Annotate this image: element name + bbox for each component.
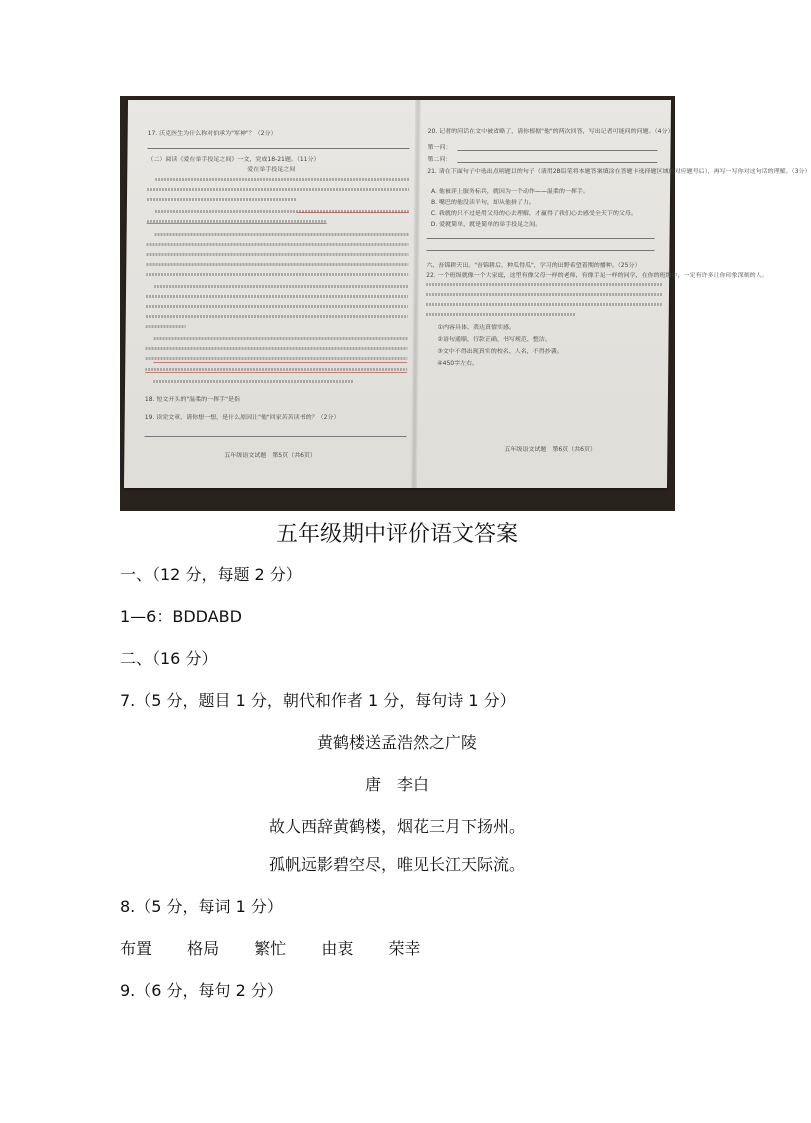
right-req-2: ②语句通顺，行款正确，书写规范，整洁。 [437, 336, 551, 343]
left-q18: 18. 短文开头的"温柔的一挥手"是指 [144, 396, 240, 403]
section-1-heading: 一、（12 分，每题 2 分） [120, 565, 302, 584]
left-section-heading: （二）阅读《爱在举手投足之间》一文，完成18-21题。（11分） [147, 156, 320, 163]
left-footer: 五年级语文试题 第5页（共6页） [224, 452, 316, 459]
left-q19: 19. 读完文章，请你想一想，是什么原因让"他"回家苦苦读书的？（2分） [144, 414, 340, 421]
section-2-heading: 二、（16 分） [120, 649, 218, 668]
poem-author: 唐 李白 [364, 775, 429, 794]
word-4: 由衷 [321, 939, 354, 958]
right-req-1: ①内容具体，表达真情实感。 [437, 324, 516, 331]
right-q21-a: A. 他被评上服务标兵，就因为一个动作——温柔的一挥手。 [431, 188, 589, 195]
question-7-heading: 7.（5 分，题目 1 分，朝代和作者 1 分，每句诗 1 分） [120, 691, 516, 710]
word-2: 格局 [187, 939, 220, 958]
right-q22: 22. 一个班级就像一个大家庭，这里有像父母一样的老师，有像手足一样的同学，在你的班级中，一定有许多让你印象深刻的人。 [426, 272, 768, 279]
question-9-heading: 9.（6 分，每句 2 分） [120, 981, 283, 1000]
question-8-words [120, 937, 450, 961]
word-5: 荣幸 [388, 939, 421, 958]
question-8-heading: 8.（5 分，每词 1 分） [120, 897, 283, 916]
right-q20-first: 第一问： [427, 144, 452, 151]
right-footer: 五年级语文试题 第6页（共6页） [504, 446, 597, 453]
right-q21-d: D. 爱就简单，就是简单的举手投足之间。 [430, 221, 542, 228]
right-req-4: ④450字左右。 [437, 360, 479, 367]
right-q21-c: C. 我就的只不过是用父母的心去理解，才赢得了我们心去感受全天下的父母。 [430, 210, 637, 217]
right-q20: 20. 记者的问话在文中被省略了，请你根据"他"的两次回答，写出记者可能问的问题。（4分） [427, 128, 674, 135]
poem-line-2: 孤帆远影碧空尽，唯见长江天际流。 [268, 855, 525, 874]
right-q21-b: B. 嘴巴的他没读半句，却从他拼了力。 [430, 199, 535, 206]
word-3: 繁忙 [254, 939, 287, 958]
right-q21: 21. 请在下面句子中选出点明题目的句子（请用2B铅笔将本题答案填涂在答题卡选择题区域的对应题号后），再写一写你对这句话的理解。（3分） [427, 168, 811, 175]
poem-line-1: 故人西辞黄鹤楼，烟花三月下扬州。 [268, 817, 525, 836]
right-q20-second: 第二问： [427, 156, 452, 163]
left-passage-title: 爱在举手投足之间 [247, 166, 296, 173]
word-1: 布置 [120, 939, 153, 958]
right-section6: 六、吾锦耕天田。"吾锦耕后，种瓜得瓜"，学习的田野希望着期的播种。（25分） [426, 262, 641, 269]
poem-title: 黄鹤楼送孟浩然之广陵 [316, 733, 477, 752]
answer-title: 五年级期中评价语文答案 [275, 522, 518, 547]
right-req-3: ③文中不得出现真实的校名、人名，不得抄袭。 [437, 348, 563, 355]
left-q17: 17. 沃克医生为什么称对伯承为"军神"？（2分） [147, 130, 277, 137]
answer-1-6: 1—6：BDDABD [120, 607, 242, 626]
